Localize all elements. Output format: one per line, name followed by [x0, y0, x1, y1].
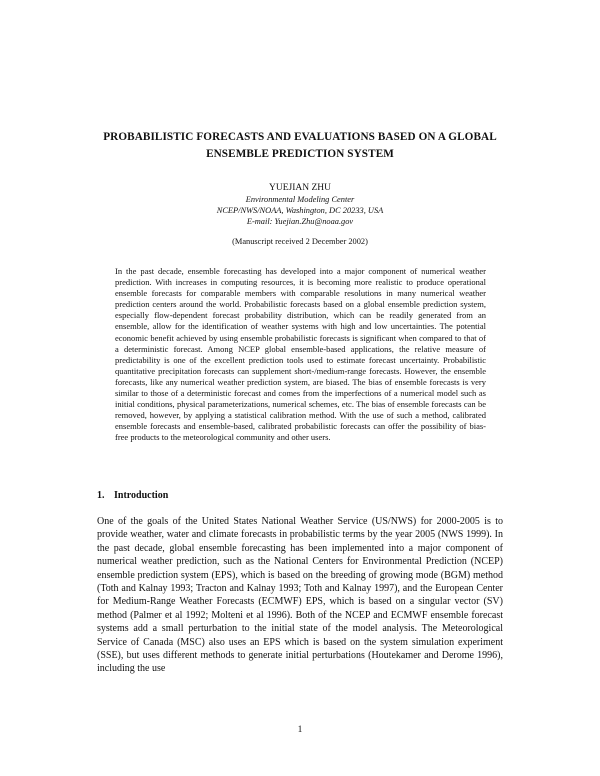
section-title: Introduction: [114, 490, 169, 501]
paper-title: PROBABILISTIC FORECASTS AND EVALUATIONS BASED ON A GLOBAL ENSEMBLE PREDICTION SYSTEM: [103, 131, 497, 160]
author-affiliation: [0, 194, 600, 227]
section-heading-introduction: [97, 490, 168, 502]
body-paragraph: One of the goals of the United States National Weather Service (US/NWS) for 2000-2005 is to provide weather, water and climate forecasts in probabilistic terms by the year 2005 (NWS 1999). In the past decade, global ensemble forecasting has been implemented into a major component of numerical weather prediction, such as the National Centers for Environmental Prediction (NCEP) ensemble prediction system (EPS), which is based on the breeding of growing mode (BGM) method (Toth and Kalnay 1993; Tracton and Kalnay 1993; Toth and Kalnay 1997), and the European Center for Medium-Range Weather Forecasts (ECMWF) EPS, which is based on a singular vector (SV) method (Palmer et al 1992; Molteni et al 1996). Both of the NCEP and ECMWF ensemble forecast systems add a small perturbation to the initial state of the model analysis. The Meteorological Service of Canada (MSC) also uses an EPS which is based on the system simulation experiment (SSE), but uses different methods to generate initial perturbations (Houtekamer and Derome 1996), including the use: [97, 516, 503, 675]
affiliation-line-institution: Environmental Modeling Center: [245, 195, 355, 204]
manuscript-received-note: (Manuscript received 2 December 2002): [232, 237, 368, 246]
section-number: 1.: [97, 490, 105, 501]
affiliation-line-address: NCEP/NWS/NOAA, Washington, DC 20233, USA: [216, 206, 384, 215]
affiliation-line-email: E-mail: Yuejian.Zhu@noaa.gov: [246, 217, 354, 226]
abstract: In the past decade, ensemble forecasting has developed into a major component of numerical weather prediction. With increases in computing resources, it is becoming more realistic to produce operational ensemble forecasts for comparable members with comparable resolutions in many numerical weather prediction centers around the world. Probabilistic forecasts based on a global ensemble prediction system, especially flow-dependent forecast probability distribution, which can be readily generated from an ensemble, allow for the identification of weather systems with high and low uncertainties. The potential economic benefit achieved by using ensemble probabilistic forecasts is significant when compared to that of a deterministic forecast. Among NCEP global ensemble-based applications, the relative measure of predictability is one of the excellent prediction tools used to estimate forecast uncertainty. Probabilistic quantitative precipitation forecasts can supplement short-/medium-range forecasts. However, the ensemble forecasts, like any numerical weather prediction system, are biased. The bias of ensemble forecasts is very similar to those of a deterministic forecast and comes from the imperfections of a numerical model such as initial conditions, physical parameterizations, numerical schemes, etc. The bias of ensemble forecasts can be removed, however, by applying a statistical calibration method. With the use of such a method, calibrated ensemble forecasts and ensemble-based, calibrated probabilistic forecasts can offer the possibility of bias-free products to the meteorological community and other users.: [115, 266, 486, 443]
author-name: YUEJIAN ZHU: [268, 183, 331, 193]
page-number: 1: [297, 725, 303, 735]
